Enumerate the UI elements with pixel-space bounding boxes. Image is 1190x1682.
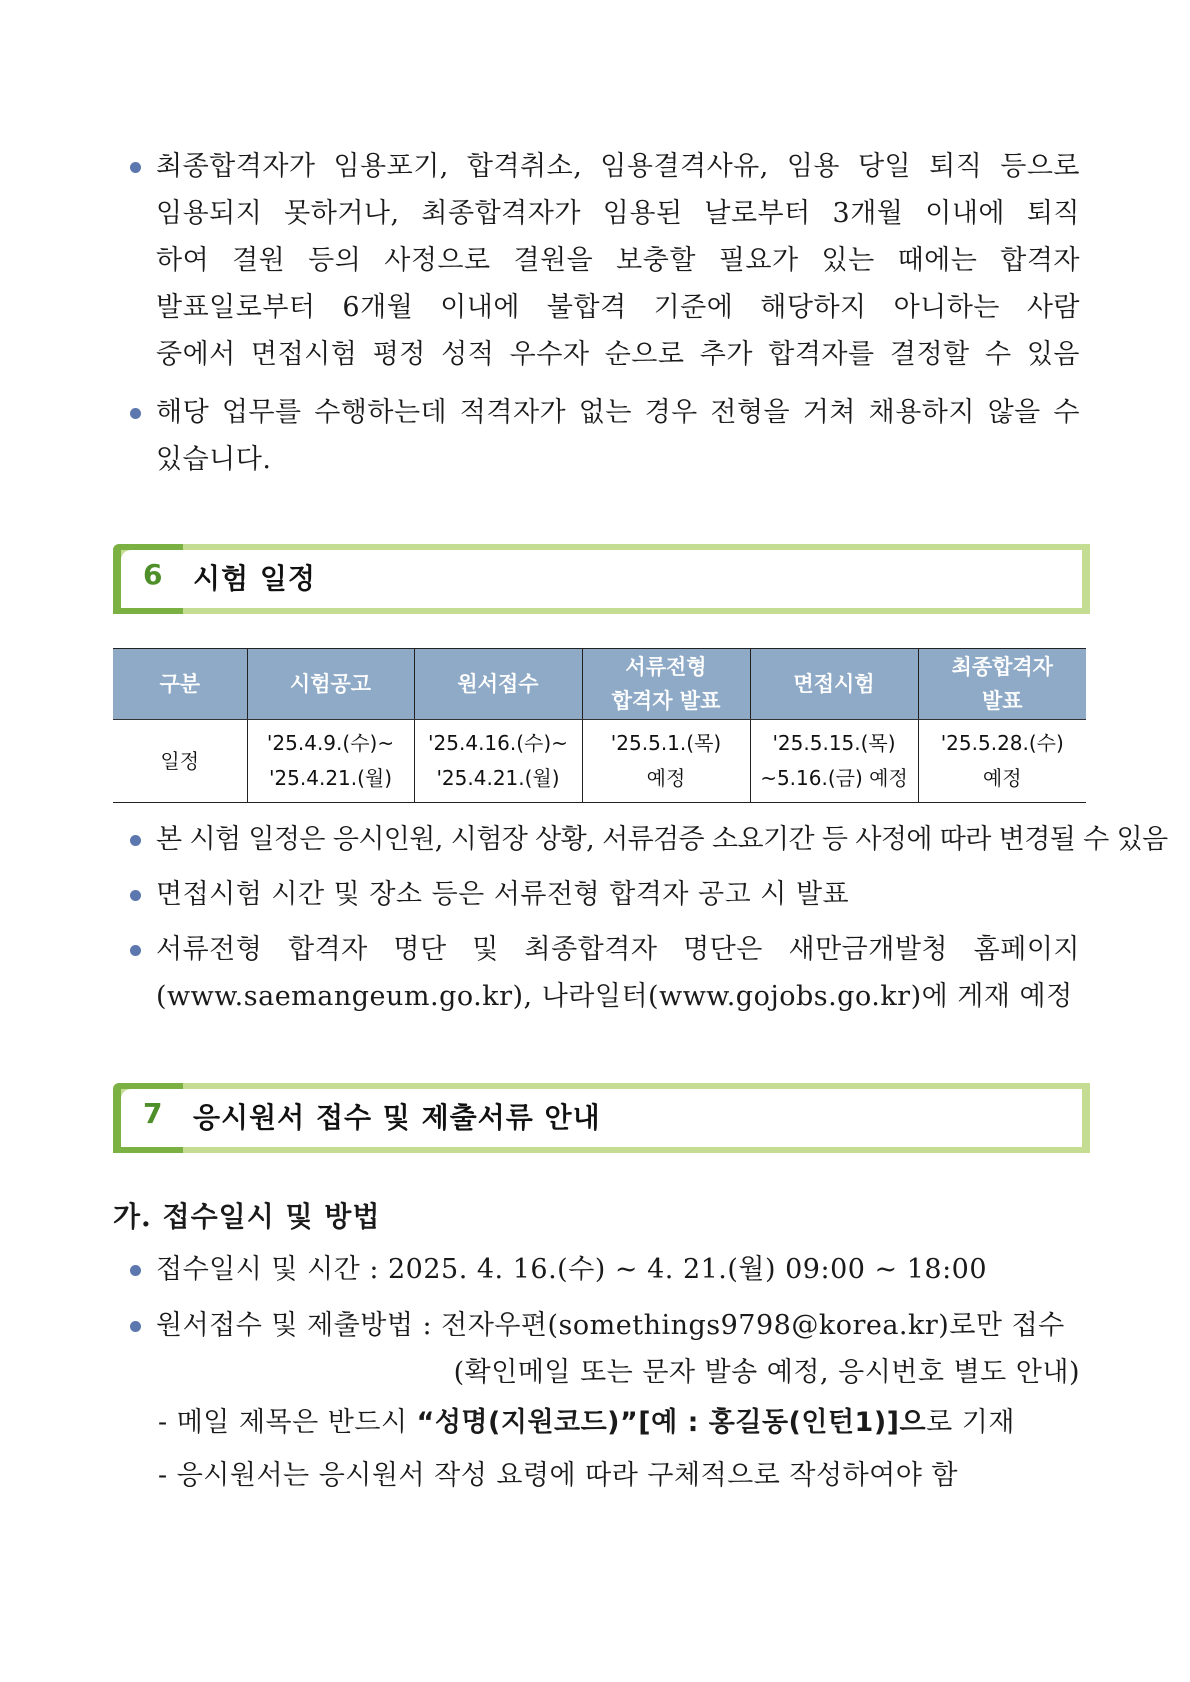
section-title: 응시원서 접수 및 제출서류 안내 <box>193 1101 601 1134</box>
intro-bullet-1 <box>130 143 1080 378</box>
text-line: 서류전형 합격자 명단 및 최종합격자 명단은 새만금개발청 홈페이지 <box>156 934 1080 965</box>
header-interview: 면접시험 <box>750 649 918 720</box>
header-announcement: 시험공고 <box>247 649 414 720</box>
text-line: 본 시험 일정은 응시인원, 시험장 상황, 서류검증 소요기간 등 사정에 따라 변경될 수 있음 <box>156 824 1168 855</box>
schedule-note-2 <box>130 871 1080 918</box>
header-category: 구분 <box>113 649 247 720</box>
text-line: 최종합격자가 임용포기, 합격취소, 임용결격사유, 임용 당일 퇴직 등으로 <box>156 151 1080 182</box>
section-7-header <box>113 1083 1090 1153</box>
bullet-dot <box>130 1321 141 1332</box>
text-line: 하여 결원 등의 사정으로 결원을 보충할 필요가 있는 때에는 합격자 <box>156 245 1080 276</box>
dash-item-1: - 메일 제목은 반드시 “성명(지원코드)”[예 : 홍길동(인턴1)]으로 기재 <box>158 1407 1015 1438</box>
bullet-dot <box>130 162 141 173</box>
header-document-result: 서류전형 합격자 발표 <box>582 649 750 720</box>
text-line: (www.saemangeum.go.kr), 나라일터(www.gojobs.go.kr)에 게재 예정 <box>156 981 1073 1012</box>
bullet-dot <box>130 1265 141 1276</box>
section-6-header <box>113 544 1090 614</box>
schedule-note-1 <box>130 816 1168 863</box>
text-line: 임용되지 못하거나, 최종합격자가 임용된 날로부터 3개월 이내에 퇴직 <box>156 198 1080 229</box>
section-number: 7 <box>143 1097 163 1130</box>
cell-schedule-label: 일정 <box>113 720 247 803</box>
text-line: (확인메일 또는 문자 발송 예정, 응시번호 별도 안내) <box>453 1357 1080 1388</box>
bullet-dot <box>130 890 141 901</box>
cell-interview: '25.5.15.(목) ~5.16.(금) 예정 <box>750 720 918 803</box>
text-line: 원서접수 및 제출방법 : 전자우편(somethings9798@korea.kr)로만 접수 <box>156 1310 1065 1341</box>
cell-application: '25.4.16.(수)~ '25.4.21.(월) <box>414 720 582 803</box>
text-line: 있습니다. <box>156 444 272 475</box>
cell-announcement: '25.4.9.(수)~ '25.4.21.(월) <box>247 720 414 803</box>
dash-item-2: - 응시원서는 응시원서 작성 요령에 따라 구체적으로 작성하여야 함 <box>158 1460 958 1491</box>
reception-item-1 <box>130 1246 1080 1293</box>
table-header-row <box>113 649 1086 720</box>
cell-document-result: '25.5.1.(목) 예정 <box>582 720 750 803</box>
section-number: 6 <box>143 558 163 591</box>
schedule-note-3 <box>130 926 1080 1020</box>
text-line: 접수일시 및 시간 : 2025. 4. 16.(수) ~ 4. 21.(월) 09:00 ~ 18:00 <box>156 1254 988 1285</box>
cell-final-result: '25.5.28.(수) 예정 <box>918 720 1086 803</box>
bullet-dot <box>130 408 141 419</box>
bullet-dot <box>130 835 141 846</box>
text-line: 해당 업무를 수행하는데 적격자가 없는 경우 전형을 거쳐 채용하지 않을 수 <box>156 397 1080 428</box>
header-application: 원서접수 <box>414 649 582 720</box>
text-line: 중에서 면접시험 평정 성적 우수자 순으로 추가 합격자를 결정할 수 있음 <box>156 339 1080 370</box>
subheading: 가. 접수일시 및 방법 <box>113 1200 381 1233</box>
bullet-dot <box>130 945 141 956</box>
section-title: 시험 일정 <box>193 562 316 595</box>
text-line: 발표일로부터 6개월 이내에 불합격 기준에 해당하지 아니하는 사람 <box>156 292 1080 323</box>
schedule-table <box>113 648 1086 803</box>
header-final-result: 최종합격자 발표 <box>918 649 1086 720</box>
reception-item-2 <box>130 1302 1080 1396</box>
table-row <box>113 720 1086 803</box>
intro-bullet-2 <box>130 389 1080 483</box>
emphasis-text: “성명(지원코드)”[예 : 홍길동(인턴1)]으 <box>416 1407 927 1438</box>
text-line: 면접시험 시간 및 장소 등은 서류전형 합격자 공고 시 발표 <box>156 879 850 910</box>
